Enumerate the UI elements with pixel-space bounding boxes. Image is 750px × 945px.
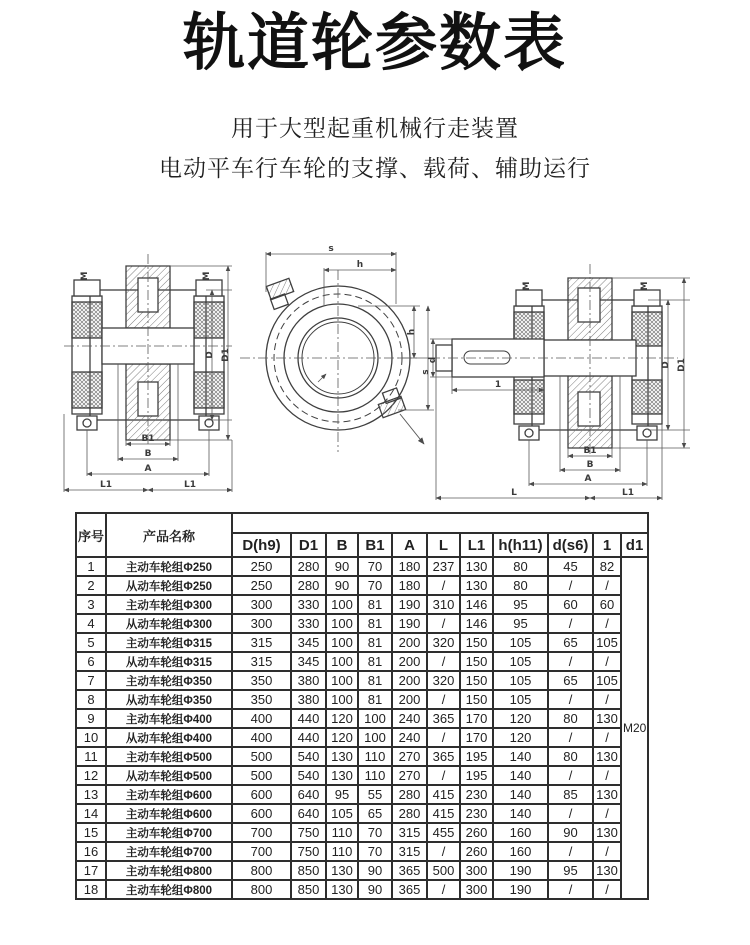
cell-value: 200 bbox=[392, 671, 427, 690]
table-row bbox=[76, 614, 648, 633]
cell-value: 315 bbox=[232, 652, 291, 671]
col-header-dim: h(h11) bbox=[493, 533, 548, 557]
cell-d1-merged: M20 bbox=[621, 557, 648, 899]
cell-value: / bbox=[548, 690, 593, 709]
cell-value: / bbox=[548, 766, 593, 785]
cell-product-name: 主动车轮组Φ400 bbox=[106, 709, 232, 728]
col-header-dim: D(h9) bbox=[232, 533, 291, 557]
cell-product-name: 从动车轮组Φ500 bbox=[106, 766, 232, 785]
cell-value: 350 bbox=[232, 690, 291, 709]
dim-label-h: h bbox=[356, 260, 364, 270]
cell-value: 81 bbox=[358, 595, 392, 614]
cell-value: 105 bbox=[493, 671, 548, 690]
cell-value: 230 bbox=[460, 785, 493, 804]
cell-product-name: 主动车轮组Φ315 bbox=[106, 633, 232, 652]
cell-product-name: 从动车轮组Φ300 bbox=[106, 614, 232, 633]
cell-value: / bbox=[427, 614, 460, 633]
dim-label-l1: L1 bbox=[100, 480, 112, 490]
cell-seq: 2 bbox=[76, 576, 106, 595]
dim-label-l-small: 1 bbox=[494, 380, 502, 390]
cell-value: 750 bbox=[291, 842, 326, 861]
table-row bbox=[76, 804, 648, 823]
cell-value: 100 bbox=[326, 652, 358, 671]
cell-value: 81 bbox=[358, 652, 392, 671]
cell-value: 105 bbox=[493, 652, 548, 671]
cell-value: 320 bbox=[427, 671, 460, 690]
cell-value: 100 bbox=[326, 690, 358, 709]
cell-seq: 4 bbox=[76, 614, 106, 633]
cell-value: 146 bbox=[460, 595, 493, 614]
cell-value: / bbox=[548, 728, 593, 747]
cell-value: 130 bbox=[326, 766, 358, 785]
cell-seq: 3 bbox=[76, 595, 106, 614]
cell-value: 190 bbox=[392, 595, 427, 614]
cell-value: 270 bbox=[392, 747, 427, 766]
cell-seq: 13 bbox=[76, 785, 106, 804]
cell-value: 130 bbox=[593, 861, 621, 880]
cell-value: 140 bbox=[493, 747, 548, 766]
cell-value: 130 bbox=[593, 785, 621, 804]
cell-value: 200 bbox=[392, 652, 427, 671]
dim-label-a: A bbox=[144, 464, 152, 474]
cell-value: / bbox=[593, 614, 621, 633]
dim-label-b: B bbox=[144, 449, 152, 459]
cell-value: 100 bbox=[358, 728, 392, 747]
cell-value: 150 bbox=[460, 652, 493, 671]
cell-value: 345 bbox=[291, 633, 326, 652]
cell-value: 400 bbox=[232, 728, 291, 747]
cell-value: / bbox=[427, 728, 460, 747]
cell-value: 120 bbox=[326, 709, 358, 728]
table-row bbox=[76, 747, 648, 766]
cell-value: 240 bbox=[392, 709, 427, 728]
dim-label-m: M bbox=[80, 271, 90, 281]
table-row bbox=[76, 728, 648, 747]
cell-value: 130 bbox=[593, 709, 621, 728]
cell-value: 850 bbox=[291, 880, 326, 899]
cell-value: 365 bbox=[427, 709, 460, 728]
cell-value: 180 bbox=[392, 576, 427, 595]
cell-value: 260 bbox=[460, 842, 493, 861]
cell-value: 120 bbox=[493, 728, 548, 747]
cell-value: / bbox=[427, 766, 460, 785]
cell-value: 130 bbox=[326, 747, 358, 766]
cell-value: 237 bbox=[427, 557, 460, 576]
cell-value: 190 bbox=[493, 880, 548, 899]
cell-value: 345 bbox=[291, 652, 326, 671]
cell-value: 170 bbox=[460, 709, 493, 728]
cell-seq: 8 bbox=[76, 690, 106, 709]
cell-value: 95 bbox=[493, 614, 548, 633]
cell-value: 600 bbox=[232, 785, 291, 804]
cell-value: 750 bbox=[291, 823, 326, 842]
cell-seq: 15 bbox=[76, 823, 106, 842]
cell-value: 130 bbox=[326, 880, 358, 899]
cell-value: 146 bbox=[460, 614, 493, 633]
cell-value: 195 bbox=[460, 747, 493, 766]
cell-value: 70 bbox=[358, 557, 392, 576]
dim-label-l: L bbox=[511, 488, 517, 498]
cell-value: / bbox=[593, 842, 621, 861]
cell-value: 380 bbox=[291, 671, 326, 690]
cell-value: 105 bbox=[326, 804, 358, 823]
cell-value: 315 bbox=[232, 633, 291, 652]
table-row bbox=[76, 557, 648, 576]
cell-value: 140 bbox=[493, 785, 548, 804]
cell-value: 600 bbox=[232, 804, 291, 823]
cell-value: 700 bbox=[232, 842, 291, 861]
cell-value: 700 bbox=[232, 823, 291, 842]
cell-value: 455 bbox=[427, 823, 460, 842]
col-header-seq: 序号 bbox=[76, 513, 106, 557]
dim-label-m: M bbox=[522, 281, 532, 291]
cell-value: 90 bbox=[326, 576, 358, 595]
cell-value: 200 bbox=[392, 690, 427, 709]
cell-value: 250 bbox=[232, 576, 291, 595]
cell-value: / bbox=[548, 804, 593, 823]
cell-product-name: 主动车轮组Φ500 bbox=[106, 747, 232, 766]
cell-value: / bbox=[427, 880, 460, 899]
table-row bbox=[76, 633, 648, 652]
cell-seq: 9 bbox=[76, 709, 106, 728]
cell-seq: 12 bbox=[76, 766, 106, 785]
cell-value: 65 bbox=[548, 671, 593, 690]
cell-value: 415 bbox=[427, 804, 460, 823]
cell-seq: 7 bbox=[76, 671, 106, 690]
cell-value: / bbox=[593, 804, 621, 823]
cell-value: 150 bbox=[460, 690, 493, 709]
cell-value: 130 bbox=[460, 576, 493, 595]
cell-value: 160 bbox=[493, 823, 548, 842]
dim-label-l1: L1 bbox=[622, 488, 634, 498]
cell-value: 300 bbox=[460, 880, 493, 899]
cell-seq: 1 bbox=[76, 557, 106, 576]
cell-value: 81 bbox=[358, 690, 392, 709]
cell-value: 500 bbox=[232, 747, 291, 766]
cell-value: 240 bbox=[392, 728, 427, 747]
cell-value: 260 bbox=[460, 823, 493, 842]
dim-label-b1: B1 bbox=[141, 434, 155, 444]
cell-value: 230 bbox=[460, 804, 493, 823]
table-row bbox=[76, 671, 648, 690]
cell-seq: 18 bbox=[76, 880, 106, 899]
table-row bbox=[76, 595, 648, 614]
cell-product-name: 主动车轮组Φ600 bbox=[106, 785, 232, 804]
cell-product-name: 从动车轮组Φ400 bbox=[106, 728, 232, 747]
cell-value: 130 bbox=[460, 557, 493, 576]
cell-value: / bbox=[548, 576, 593, 595]
header-top-band bbox=[232, 513, 648, 533]
cell-value: 120 bbox=[493, 709, 548, 728]
dim-label-s: s bbox=[421, 369, 431, 375]
cell-value: 82 bbox=[593, 557, 621, 576]
cell-value: 400 bbox=[232, 709, 291, 728]
table-row bbox=[76, 823, 648, 842]
cell-value: / bbox=[548, 614, 593, 633]
cell-value: 315 bbox=[392, 842, 427, 861]
cell-seq: 10 bbox=[76, 728, 106, 747]
dim-label-b1: B1 bbox=[583, 446, 597, 456]
cell-value: 95 bbox=[493, 595, 548, 614]
cell-value: 380 bbox=[291, 690, 326, 709]
cell-value: 500 bbox=[427, 861, 460, 880]
cell-value: 105 bbox=[593, 633, 621, 652]
cell-value: 540 bbox=[291, 747, 326, 766]
cell-seq: 14 bbox=[76, 804, 106, 823]
cell-value: / bbox=[593, 690, 621, 709]
cell-value: 320 bbox=[427, 633, 460, 652]
table-row bbox=[76, 842, 648, 861]
cell-value: / bbox=[593, 880, 621, 899]
cell-value: 415 bbox=[427, 785, 460, 804]
cell-value: 60 bbox=[548, 595, 593, 614]
dim-label-d: D bbox=[205, 351, 215, 359]
cell-value: 280 bbox=[291, 576, 326, 595]
cell-value: 90 bbox=[358, 880, 392, 899]
cell-value: 280 bbox=[291, 557, 326, 576]
front-view-drawing bbox=[238, 242, 434, 454]
parameter-table-section bbox=[75, 512, 649, 900]
left-section-drawing bbox=[60, 232, 238, 504]
cell-value: 70 bbox=[358, 823, 392, 842]
cell-value: 440 bbox=[291, 728, 326, 747]
cell-value: 800 bbox=[232, 861, 291, 880]
cell-seq: 6 bbox=[76, 652, 106, 671]
cell-product-name: 主动车轮组Φ700 bbox=[106, 823, 232, 842]
cell-value: 81 bbox=[358, 614, 392, 633]
dim-label-d-small: d bbox=[428, 356, 438, 364]
dim-label-d1: D1 bbox=[677, 358, 687, 372]
cell-value: 250 bbox=[232, 557, 291, 576]
cell-value: 80 bbox=[493, 557, 548, 576]
cell-value: 105 bbox=[593, 671, 621, 690]
cell-value: / bbox=[593, 576, 621, 595]
dim-label-a: A bbox=[584, 474, 592, 484]
cell-value: 640 bbox=[291, 804, 326, 823]
cell-value: / bbox=[548, 842, 593, 861]
cell-value: 81 bbox=[358, 633, 392, 652]
cell-value: 300 bbox=[232, 595, 291, 614]
table-row bbox=[76, 785, 648, 804]
cell-value: 280 bbox=[392, 785, 427, 804]
cell-value: / bbox=[593, 652, 621, 671]
cell-value: 195 bbox=[460, 766, 493, 785]
cell-value: 330 bbox=[291, 614, 326, 633]
cell-value: 105 bbox=[493, 633, 548, 652]
cell-value: 90 bbox=[326, 557, 358, 576]
table-header-row bbox=[76, 513, 648, 533]
table-row bbox=[76, 690, 648, 709]
table-row bbox=[76, 880, 648, 899]
cell-value: 365 bbox=[427, 747, 460, 766]
cell-value: 180 bbox=[392, 557, 427, 576]
col-header-dim: B bbox=[326, 533, 358, 557]
cell-value: 100 bbox=[326, 595, 358, 614]
cell-value: 315 bbox=[392, 823, 427, 842]
cell-value: 100 bbox=[326, 614, 358, 633]
col-header-product-name: 产品名称 bbox=[106, 513, 232, 557]
cell-value: 500 bbox=[232, 766, 291, 785]
cell-value: 81 bbox=[358, 671, 392, 690]
cell-value: / bbox=[548, 652, 593, 671]
cell-product-name: 主动车轮组Φ700 bbox=[106, 842, 232, 861]
table-row bbox=[76, 652, 648, 671]
cell-value: 350 bbox=[232, 671, 291, 690]
cell-product-name: 主动车轮组Φ800 bbox=[106, 861, 232, 880]
cell-value: 300 bbox=[232, 614, 291, 633]
cell-value: 130 bbox=[326, 861, 358, 880]
cell-value: 150 bbox=[460, 633, 493, 652]
table-row bbox=[76, 709, 648, 728]
dim-label-h: h bbox=[407, 328, 417, 336]
col-header-dim: L bbox=[427, 533, 460, 557]
cell-product-name: 从动车轮组Φ350 bbox=[106, 690, 232, 709]
cell-product-name: 主动车轮组Φ800 bbox=[106, 880, 232, 899]
cell-seq: 5 bbox=[76, 633, 106, 652]
cell-value: 60 bbox=[593, 595, 621, 614]
cell-product-name: 主动车轮组Φ600 bbox=[106, 804, 232, 823]
page-title: 轨道轮参数表 bbox=[182, 9, 567, 78]
cell-value: / bbox=[593, 728, 621, 747]
col-header-dim: d1 bbox=[621, 533, 648, 557]
cell-value: 95 bbox=[548, 861, 593, 880]
table-row bbox=[76, 766, 648, 785]
cell-product-name: 主动车轮组Φ250 bbox=[106, 557, 232, 576]
cell-value: 55 bbox=[358, 785, 392, 804]
cell-product-name: 从动车轮组Φ315 bbox=[106, 652, 232, 671]
cell-product-name: 从动车轮组Φ250 bbox=[106, 576, 232, 595]
dim-label-b: B bbox=[586, 460, 594, 470]
dim-label-m: M bbox=[202, 271, 212, 281]
parameters-table bbox=[75, 512, 649, 900]
cell-value: 100 bbox=[358, 709, 392, 728]
technical-drawings bbox=[0, 228, 750, 508]
cell-value: / bbox=[593, 766, 621, 785]
col-header-dim: B1 bbox=[358, 533, 392, 557]
cell-value: 800 bbox=[232, 880, 291, 899]
cell-product-name: 主动车轮组Φ350 bbox=[106, 671, 232, 690]
cell-value: 365 bbox=[392, 880, 427, 899]
dim-label-s: s bbox=[328, 244, 334, 254]
cell-value: / bbox=[427, 576, 460, 595]
cell-value: 80 bbox=[548, 747, 593, 766]
cell-value: 200 bbox=[392, 633, 427, 652]
dim-label-d1: D1 bbox=[221, 348, 231, 362]
cell-value: 540 bbox=[291, 766, 326, 785]
cell-value: 80 bbox=[493, 576, 548, 595]
cell-value: 300 bbox=[460, 861, 493, 880]
cell-value: 270 bbox=[392, 766, 427, 785]
cell-value: / bbox=[427, 842, 460, 861]
cell-value: 130 bbox=[593, 747, 621, 766]
cell-value: 110 bbox=[358, 766, 392, 785]
cell-value: / bbox=[427, 652, 460, 671]
cell-value: 330 bbox=[291, 595, 326, 614]
cell-value: 95 bbox=[326, 785, 358, 804]
subtitle-line-2: 电动平车行车轮的支撑、载荷、辅助运行 bbox=[159, 155, 591, 181]
dim-label-m: M bbox=[640, 281, 650, 291]
cell-value: / bbox=[427, 690, 460, 709]
cell-value: 640 bbox=[291, 785, 326, 804]
cell-value: 100 bbox=[326, 633, 358, 652]
cell-seq: 11 bbox=[76, 747, 106, 766]
cell-value: 150 bbox=[460, 671, 493, 690]
cell-seq: 17 bbox=[76, 861, 106, 880]
cell-value: 70 bbox=[358, 842, 392, 861]
cell-value: 110 bbox=[358, 747, 392, 766]
cell-value: 310 bbox=[427, 595, 460, 614]
cell-value: 100 bbox=[326, 671, 358, 690]
cell-value: 190 bbox=[392, 614, 427, 633]
cell-value: 120 bbox=[326, 728, 358, 747]
table-row bbox=[76, 861, 648, 880]
col-header-dim: D1 bbox=[291, 533, 326, 557]
col-header-dim: d(s6) bbox=[548, 533, 593, 557]
cell-value: 280 bbox=[392, 804, 427, 823]
cell-value: 90 bbox=[358, 861, 392, 880]
cell-value: 440 bbox=[291, 709, 326, 728]
cell-value: 130 bbox=[593, 823, 621, 842]
table-row bbox=[76, 576, 648, 595]
col-header-dim: L1 bbox=[460, 533, 493, 557]
dim-label-d: D bbox=[661, 361, 671, 369]
col-header-dim: 1 bbox=[593, 533, 621, 557]
cell-value: 170 bbox=[460, 728, 493, 747]
cell-value: 70 bbox=[358, 576, 392, 595]
cell-value: 90 bbox=[548, 823, 593, 842]
cell-value: 365 bbox=[392, 861, 427, 880]
cell-value: / bbox=[548, 880, 593, 899]
col-header-dim: A bbox=[392, 533, 427, 557]
cell-value: 160 bbox=[493, 842, 548, 861]
cell-value: 65 bbox=[548, 633, 593, 652]
cell-value: 65 bbox=[358, 804, 392, 823]
cell-value: 850 bbox=[291, 861, 326, 880]
cell-product-name: 主动车轮组Φ300 bbox=[106, 595, 232, 614]
cell-value: 105 bbox=[493, 690, 548, 709]
right-section-drawing bbox=[428, 238, 700, 504]
cell-value: 140 bbox=[493, 804, 548, 823]
cell-value: 110 bbox=[326, 842, 358, 861]
cell-value: 45 bbox=[548, 557, 593, 576]
cell-value: 80 bbox=[548, 709, 593, 728]
cell-value: 140 bbox=[493, 766, 548, 785]
cell-value: 110 bbox=[326, 823, 358, 842]
cell-value: 190 bbox=[493, 861, 548, 880]
subtitle-line-1: 用于大型起重机械行走装置 bbox=[231, 115, 519, 141]
cell-seq: 16 bbox=[76, 842, 106, 861]
dim-label-l1: L1 bbox=[184, 480, 196, 490]
cell-value: 85 bbox=[548, 785, 593, 804]
